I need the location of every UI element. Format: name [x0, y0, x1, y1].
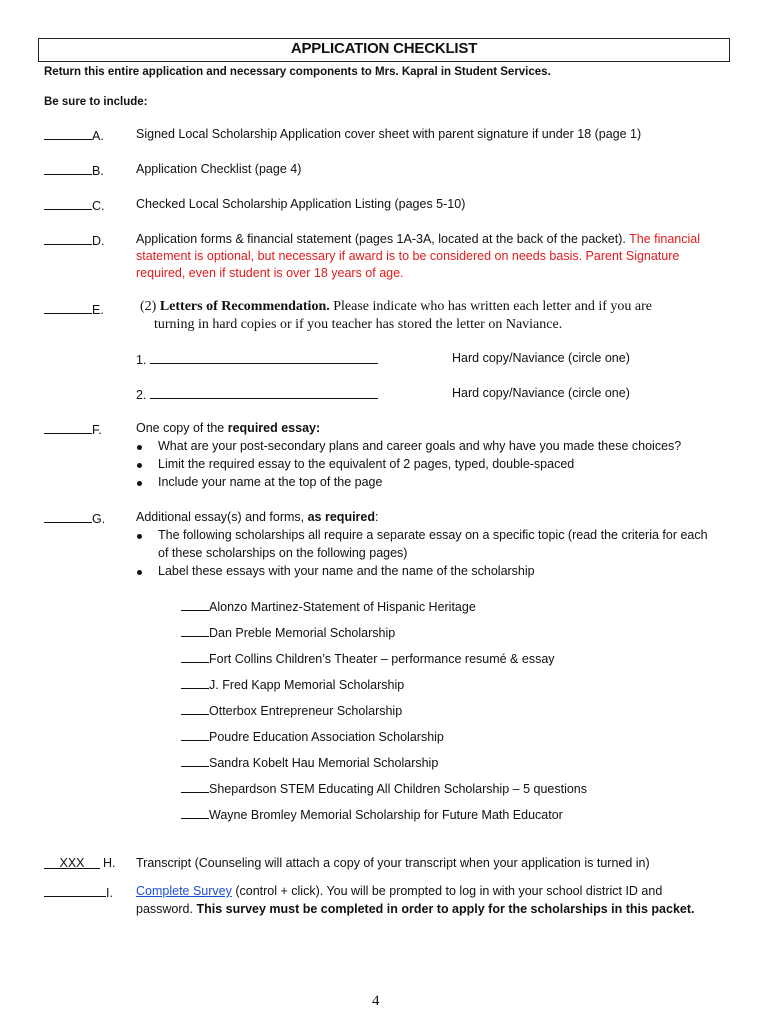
item-g-bullet-1-line-2: of these scholarships on the following pages)	[158, 546, 408, 560]
scholarship-item	[181, 676, 404, 692]
bullet-icon	[137, 445, 142, 450]
item-i-letter: I.	[106, 886, 113, 900]
item-e-letter: E.	[92, 303, 104, 317]
scholarship-name: Shepardson STEM Educating All Children Scholarship – 5 questions	[209, 782, 587, 796]
item-g-bullet-1-line-1: The following scholarships all require a separate essay on a specific topic (read the criteria for each	[158, 528, 708, 542]
item-c-row	[44, 197, 105, 213]
scholarship-item	[181, 754, 438, 770]
scholarship-item	[181, 806, 563, 822]
bullet-icon	[137, 463, 142, 468]
bullet-icon	[137, 534, 142, 539]
scholarship-check-blank[interactable]	[181, 806, 209, 819]
item-e-count: (2)	[140, 299, 160, 314]
bullet-icon	[137, 481, 142, 486]
intro-line-2: Be sure to include:	[44, 96, 148, 108]
item-g-line-1	[136, 510, 378, 524]
scholarship-item	[181, 650, 555, 666]
item-a-text: Signed Local Scholarship Application cover sheet with parent signature if under 18 (page 1)	[136, 127, 642, 141]
item-e-bold: Letters of Recommendation.	[159, 299, 330, 314]
recommendation-number-1: 1.	[136, 353, 147, 367]
item-d-red-text-3: required, even if student is over 18 years of age.	[136, 266, 404, 280]
item-i-bold: This survey must be completed in order to apply for the scholarships in this packet.	[196, 902, 695, 916]
item-c-letter: C.	[92, 199, 105, 213]
scholarship-name: Sandra Kobelt Hau Memorial Scholarship	[209, 756, 439, 770]
item-f-checkbox-blank[interactable]	[44, 421, 92, 434]
item-h-row	[44, 856, 116, 870]
item-g-checkbox-blank[interactable]	[44, 510, 92, 523]
item-i-text-2: password.	[136, 902, 197, 916]
item-d-red-text-2: statement is optional, but necessary if award is to be considered on needs basis. Parent Signature	[136, 249, 680, 263]
recommendation-line-2	[136, 386, 378, 402]
scholarship-item	[181, 624, 395, 640]
title-box	[38, 38, 730, 62]
circle-one-1[interactable]: Hard copy/Naviance (circle one)	[452, 351, 630, 365]
item-f-text: One copy of the	[136, 421, 228, 435]
item-d-line-1	[136, 232, 700, 246]
item-d-checkbox-blank[interactable]	[44, 232, 92, 245]
page-title: APPLICATION CHECKLIST	[290, 40, 478, 57]
item-h-checkbox-blank[interactable]: XXX	[44, 856, 100, 869]
scholarship-name: Otterbox Entrepreneur Scholarship	[209, 704, 403, 718]
bullet-icon	[137, 570, 142, 575]
item-g-letter: G.	[92, 512, 106, 526]
scholarship-item	[181, 702, 402, 718]
item-b-letter: B.	[92, 164, 104, 178]
item-f-bullet-2: Limit the required essay to the equivalent of 2 pages, typed, double-spaced	[158, 457, 575, 471]
item-e-line-1	[140, 299, 652, 315]
item-d-row	[44, 232, 105, 248]
item-i-line-1	[136, 884, 662, 898]
item-b-checkbox-blank[interactable]	[44, 162, 92, 175]
item-b-row	[44, 162, 104, 178]
item-i-line-2	[136, 902, 694, 916]
item-c-checkbox-blank[interactable]	[44, 197, 92, 210]
item-i-checkbox-blank[interactable]	[44, 884, 106, 897]
recommendation-line-1	[136, 351, 378, 367]
recommender-1-field[interactable]	[150, 351, 378, 364]
item-f-letter: F.	[92, 423, 102, 437]
scholarship-check-blank[interactable]	[181, 598, 209, 611]
item-d-red-text-1: The financial	[625, 232, 700, 246]
item-b-text: Application Checklist (page 4)	[136, 162, 302, 176]
scholarship-check-blank[interactable]	[181, 728, 209, 741]
item-f-bullet-3: Include your name at the top of the page	[158, 475, 383, 489]
item-a-letter: A.	[92, 129, 104, 143]
item-i-row	[44, 884, 113, 900]
item-g-text: Additional essay(s) and forms,	[136, 510, 308, 524]
scholarship-check-blank[interactable]	[181, 754, 209, 767]
item-g-bold: as required	[307, 510, 375, 524]
item-g-row	[44, 510, 105, 526]
item-i-text-1: (control + click). You will be prompted to log in with your school district ID and	[231, 884, 663, 898]
recommender-2-field[interactable]	[150, 386, 378, 399]
scholarship-name: Wayne Bromley Memorial Scholarship for Future Math Educator	[209, 808, 563, 822]
scholarship-name: Alonzo Martinez-Statement of Hispanic Heritage	[209, 600, 476, 614]
page-number: 4	[372, 993, 380, 1009]
item-f-line-1	[136, 421, 320, 435]
scholarship-check-blank[interactable]	[181, 624, 209, 637]
item-e-text-1: Please indicate who has written each letter and if you are	[329, 299, 652, 314]
item-f-row	[44, 421, 102, 437]
intro-line-1: Return this entire application and necessary components to Mrs. Kapral in Student Services.	[44, 66, 551, 78]
item-e-row	[44, 301, 104, 317]
item-f-bold: required essay:	[227, 421, 321, 435]
scholarship-name: Fort Collins Children’s Theater – performance resumé & essay	[209, 652, 555, 666]
complete-survey-link[interactable]: Complete Survey	[136, 884, 232, 898]
scholarship-check-blank[interactable]	[181, 650, 209, 663]
item-d-text: Application forms & financial statement (pages 1A-3A, located at the back of the packet).	[136, 232, 626, 246]
item-e-checkbox-blank[interactable]	[44, 301, 92, 314]
item-h-letter: H.	[103, 856, 116, 870]
scholarship-check-blank[interactable]	[181, 702, 209, 715]
scholarship-item	[181, 728, 444, 744]
item-f-bullet-1: What are your post-secondary plans and career goals and why have you made these choices?	[158, 439, 682, 453]
item-e-text-2: turning in hard copies or if you teacher has stored the letter on Naviance.	[154, 317, 563, 332]
item-h-text: Transcript (Counseling will attach a copy of your transcript when your application is turned in)	[136, 856, 650, 870]
recommendation-number-2: 2.	[136, 388, 147, 402]
scholarship-name: J. Fred Kapp Memorial Scholarship	[209, 678, 405, 692]
item-c-text: Checked Local Scholarship Application Listing (pages 5-10)	[136, 197, 466, 211]
scholarship-check-blank[interactable]	[181, 676, 209, 689]
item-a-row	[44, 127, 104, 143]
item-a-checkbox-blank[interactable]	[44, 127, 92, 140]
scholarship-item	[181, 780, 587, 796]
item-g-colon: :	[375, 510, 379, 524]
item-d-letter: D.	[92, 234, 105, 248]
scholarship-check-blank[interactable]	[181, 780, 209, 793]
item-g-bullet-2: Label these essays with your name and the name of the scholarship	[158, 564, 535, 578]
circle-one-2[interactable]: Hard copy/Naviance (circle one)	[452, 386, 630, 400]
scholarship-name: Dan Preble Memorial Scholarship	[209, 626, 396, 640]
scholarship-item	[181, 598, 476, 614]
scholarship-name: Poudre Education Association Scholarship	[209, 730, 444, 744]
